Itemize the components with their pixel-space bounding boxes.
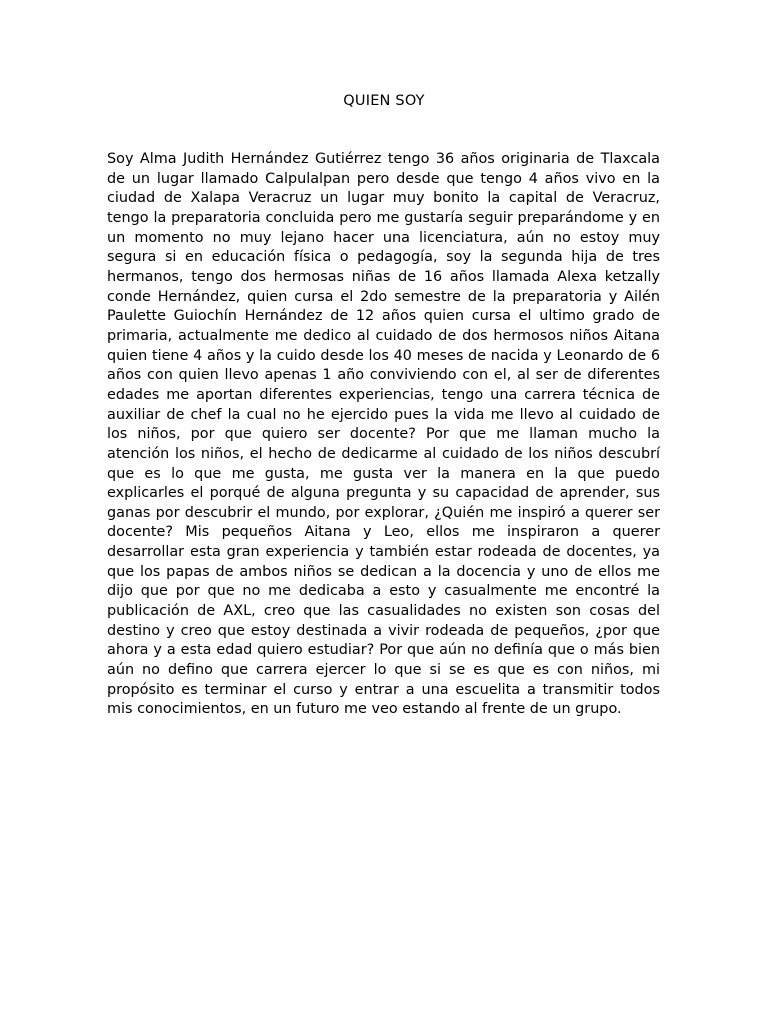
document-title: QUIEN SOY — [343, 93, 425, 109]
document-body-paragraph: Soy Alma Judith Hernández Gutiérrez tengo 36 años originaria de Tlaxcala de un lugar llamado Calpulalpan pero desde que tengo 4 años vivo en la ciudad de Xalapa Veracruz un lugar muy bonito la capital de Veracruz, tengo la preparatoria concluida pero me gustaría seguir preparándome y en un momento no muy lejano hacer una licenciatura, aún no estoy muy segura si en educación física o pedagogía, soy la segunda hija de tres hermanos, tengo dos hermosas niñas de 16 años llamada Alexa ketzally conde Hernández, quien cursa el 2do semestre de la preparatoria y Ailén Paulette Guiochín Hernández de 12 años quien cursa el ultimo grado de primaria, actualmente me dedico al cuidado de dos hermosos niños Aitana quien tiene 4 años y la cuido desde los 40 meses de nacida y Leonardo de 6 años con quien llevo apenas 1 año conviviendo con el, al ser de diferentes edades me aportan diferentes experiencias, tengo una carrera técnica de auxiliar de chef la cual no he ejercido pues la vida me llevo al cuidado de los niños, por que quiero ser docente? Por que me llaman mucho la atención los niños, el hecho de dedicarme al cuidado de los niños descubrí que es lo que me gusta, me gusta ver la manera en la que puedo explicarles el porqué de alguna pregunta y su capacidad de aprender, sus ganas por descubrir el mundo, por explorar, ¿Quién me inspiró a querer ser docente? Mis pequeños Aitana y Leo, ellos me inspiraron a querer desarrollar esta gran experiencia y también estar rodeada de docentes, ya que los papas de ambos niños se dedican a la docencia y uno de ellos me dijo que por que no me dedicaba a esto y casualmente me encontré la publicación de AXL, creo que las casualidades no existen son cosas del destino y creo que estoy destinada a vivir rodeada de pequeños, ¿por que ahora y a esta edad quiero estudiar? Por que aún no definía que o más bien aún no defino que carrera ejercer lo que si se es que es con niños, mi propósito es terminar el curso y entrar a una escuelita a transmitir todos mis conocimientos, en un futuro me veo estando al frente de un grupo. — [107, 151, 660, 718]
